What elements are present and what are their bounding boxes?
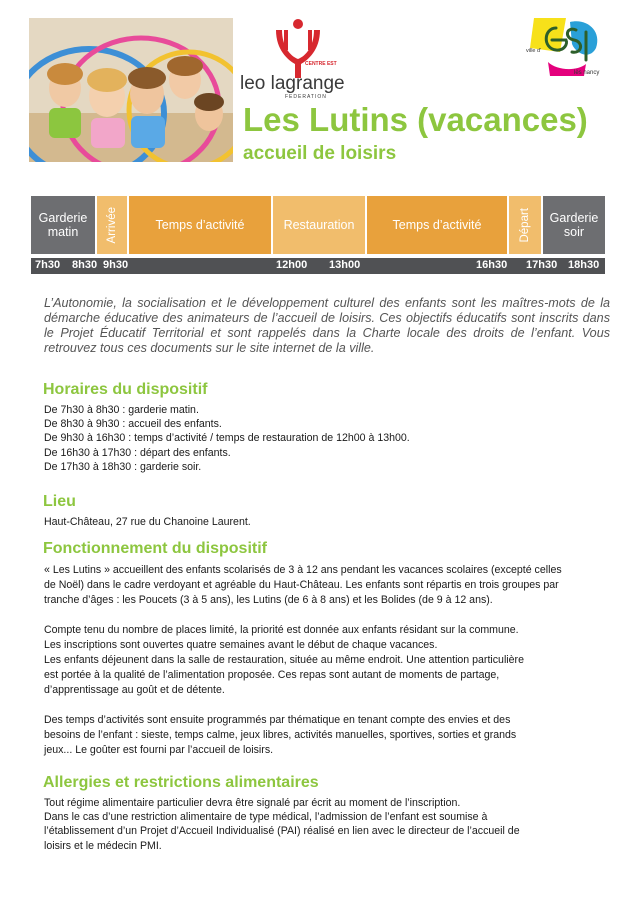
text-line: jeux... Le goûter est fourni par l’accueil de loisirs.	[44, 744, 274, 756]
time-label: 13h00	[329, 259, 361, 271]
schedule-timeline	[31, 196, 605, 254]
svg-text:CENTRE EST: CENTRE EST	[305, 61, 337, 67]
page-subtitle: accueil de loisirs	[243, 143, 397, 164]
text-line: l’établissement d’un Projet d’Accueil Individualisé (PAI) réalisé en lien avec le directeur de l’accueil de	[44, 825, 520, 838]
section-title-fonctionnement: Fonctionnement du dispositif	[43, 540, 267, 557]
svg-text:ville d': ville d'	[526, 48, 542, 54]
section-body-allergies	[44, 796, 610, 853]
section-body-lieu	[44, 515, 610, 529]
timeline-segment-restauration	[273, 196, 367, 254]
text-line: Compte tenu du nombre de places limité, la priorité est donnée aux enfants résidant sur la commune.	[44, 624, 519, 636]
text-line: De 17h30 à 18h30 : garderie soir.	[44, 460, 202, 473]
timeline-segment-depart	[509, 196, 543, 254]
timeline-times-bar	[31, 258, 605, 274]
timeline-label: Temps d’activité	[155, 218, 245, 232]
leo-lagrange-logo	[238, 18, 368, 100]
children-illustration	[29, 18, 233, 162]
svg-text:lès nancy: lès nancy	[574, 70, 600, 76]
time-label: 16h30	[476, 259, 508, 271]
timeline-label: Garderie soir	[549, 211, 599, 239]
timeline-segment-temps-activite-1	[129, 196, 273, 254]
timeline-label: Restauration	[283, 218, 355, 232]
time-label: 12h00	[276, 259, 308, 271]
time-label: 7h30	[35, 259, 61, 271]
timeline-segment-garderie-matin	[31, 196, 97, 254]
text-line: tranche d’âges : les Poucets (3 à 5 ans), les Lutins (de 6 à 8 ans) et les Bolides (de 9 à 12 ans).	[44, 594, 493, 606]
text-line: Les enfants déjeunent dans la salle de restauration, située au même endroit. Une attention particulière	[44, 654, 524, 666]
children-photo	[29, 18, 233, 162]
text-line: besoins de l’enfant : sieste, temps calme, jeux libres, activités manuelles, sportives, sorties et grands	[44, 729, 517, 741]
text-line: Tout régime alimentaire particulier devra être signalé par écrit au moment de l’inscription.	[44, 797, 461, 809]
leo-lagrange-emblem-icon	[238, 18, 368, 100]
ville-essey-logo	[526, 14, 606, 84]
timeline-label: Garderie matin	[38, 211, 88, 239]
intro-paragraph: L’Autonomie, la socialisation et le développement culturel des enfants sont les maîtres-mots de la démarche éducative des animateurs de l’accueil de loisirs. Ces objectifs éducatifs sont inscrits dans le Projet Éducatif Territorial et sont rappelés dans la Charte locale des droits de l’enfant. Vous retrouvez tous ces documents sur le site internet de la ville.	[44, 296, 610, 355]
timeline-label: Départ	[519, 207, 531, 243]
section-title-horaires: Horaires du dispositif	[43, 381, 208, 398]
svg-text:leo lagrange: leo lagrange	[240, 73, 345, 94]
text-line: De 7h30 à 8h30 : garderie matin.	[44, 404, 199, 416]
section-body-horaires	[44, 403, 610, 474]
text-line: De 16h30 à 17h30 : départ des enfants.	[44, 446, 231, 459]
section-title-allergies: Allergies et restrictions alimentaires	[43, 774, 319, 791]
timeline-label: Temps d’activité	[392, 218, 482, 232]
time-label: 8h30	[72, 259, 98, 271]
ville-emblem-icon	[526, 14, 606, 84]
timeline-label: Arrivée	[106, 206, 118, 244]
blank-line	[44, 698, 610, 713]
section-title-lieu: Lieu	[43, 493, 76, 510]
section-body-fonctionnement	[44, 563, 610, 758]
text-line: est portée à la qualité de l’alimentation proposée. Ces repas sont autant de moments de partage,	[44, 669, 500, 681]
timeline-segment-temps-activite-2	[367, 196, 509, 254]
text-line: Dans le cas d’une restriction alimentaire de type médical, l’admission de l’enfant est soumise à	[44, 811, 488, 824]
time-label: 9h30	[103, 259, 129, 271]
text-line: Des temps d’activités sont ensuite programmés par thématique en tenant compte des envies et des	[44, 714, 511, 726]
text-line: « Les Lutins » accueillent des enfants scolarisés de 3 à 12 ans pendant les vacances scolaires (excepté celles	[44, 564, 562, 576]
svg-text:FEDERATION: FEDERATION	[285, 94, 327, 100]
text-line: De 8h30 à 9h30 : accueil des enfants.	[44, 418, 222, 431]
text-line: de Noël) dans le cadre verdoyant et agréable du Haut-Château. Les enfants sont répartis en trois groupes par	[44, 579, 559, 591]
timeline-segment-arrivee	[97, 196, 129, 254]
text-line: Haut-Château, 27 rue du Chanoine Laurent.	[44, 516, 251, 528]
text-line: d’apprentissage au goût et de détente.	[44, 684, 225, 696]
text-line: Les inscriptions sont ouvertes quatre semaines avant le début de chaque vacances.	[44, 639, 438, 651]
time-label: 17h30	[526, 259, 558, 271]
text-line: loisirs et le médecin PMI.	[44, 839, 162, 852]
blank-line	[44, 608, 610, 623]
timeline-segment-garderie-soir	[543, 196, 605, 254]
page-title: Les Lutins (vacances)	[243, 101, 588, 138]
text-line: De 9h30 à 16h30 : temps d’activité / temps de restauration de 12h00 à 13h00.	[44, 432, 410, 445]
time-label: 18h30	[568, 259, 600, 271]
